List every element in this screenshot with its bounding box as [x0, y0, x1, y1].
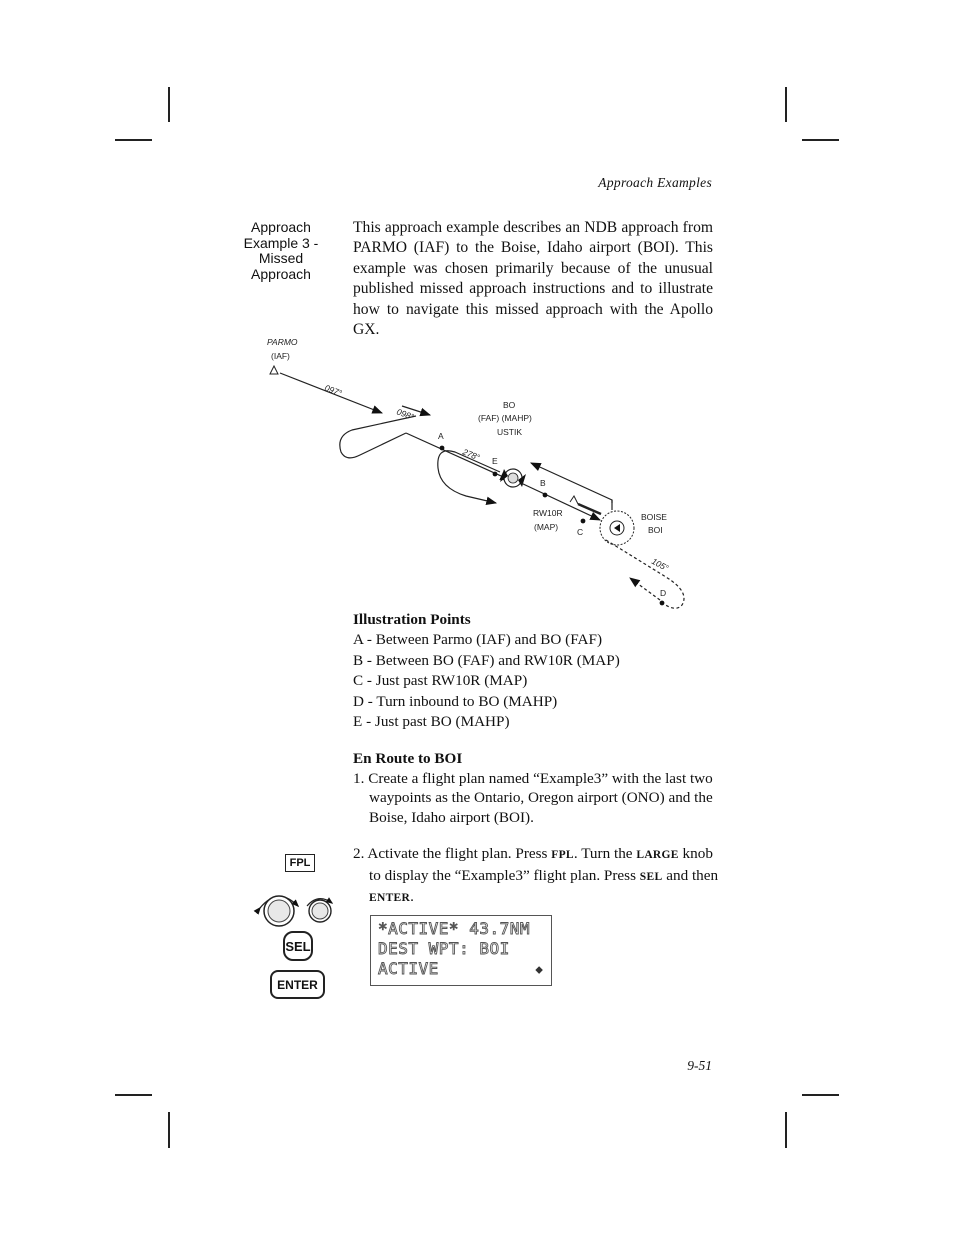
point-e-label: E [492, 456, 498, 466]
step-2: 2. Activate the flight plan. Press FPL. Turn the LARGE knob to display the “Example3” flight plan. Press SEL and then ENTER. [353, 845, 719, 906]
point-a-dot [440, 446, 445, 451]
parmo-label: PARMO [267, 337, 298, 347]
course-105-label: 105° [650, 555, 671, 574]
lcd-line-3: ACTIVE [378, 959, 439, 978]
lcd-display [370, 915, 552, 986]
point-d-dot [660, 601, 665, 606]
step-1: 1. Create a flight plan named “Example3” with the last two waypoints as the Ontario, Oregon airport (ONO) and the Boise, Idaho airport (BOI). [353, 769, 713, 826]
point-a-label: A [438, 431, 444, 441]
parmo-fix-icon [270, 366, 278, 374]
list-item: E - Just past BO (MAHP) [353, 713, 510, 731]
crop-mark [785, 87, 787, 122]
course-278-label: 278° [461, 446, 482, 463]
parmo-role-label: (IAF) [271, 351, 290, 361]
sel-key[interactable]: SEL [283, 931, 313, 961]
crop-mark [168, 87, 170, 122]
list-item: B - Between BO (FAF) and RW10R (MAP) [353, 651, 620, 669]
boise-id-label: BOI [648, 525, 663, 535]
en-route-section [353, 749, 723, 827]
point-c-label: C [577, 527, 584, 537]
crop-mark [802, 139, 839, 141]
runway-label: RW10R [533, 508, 563, 518]
point-b-label: B [540, 478, 546, 488]
crop-mark [785, 1112, 787, 1148]
runway-role-label: (MAP) [534, 522, 559, 532]
bo-role-label: (FAF) (MAHP) [478, 413, 532, 423]
lcd-line-1: *ACTIVE* 43.7NM [378, 919, 530, 938]
point-e-dot [493, 472, 498, 477]
lcd-line-2: DEST WPT: BOI [378, 939, 510, 958]
point-c-dot [581, 519, 586, 524]
missed-approach-path [606, 540, 684, 608]
course-097-label: 097° [323, 382, 344, 399]
runway-marker-icon [570, 496, 578, 504]
illustration-points [353, 610, 723, 732]
lcd-scroll-arrow-icon: ⬥ [535, 964, 543, 976]
point-b-dot [543, 493, 548, 498]
page-number: 9-51 [687, 1058, 712, 1073]
fpl-key[interactable]: FPL [285, 854, 315, 872]
crop-mark [115, 1094, 152, 1096]
runway-icon [578, 504, 601, 514]
ustik-label: USTIK [497, 427, 523, 437]
list-item: C - Just past RW10R (MAP) [353, 672, 528, 690]
knobs-icon[interactable] [252, 888, 338, 930]
missed-approach-return [630, 578, 660, 600]
procedure-turn-path [340, 416, 416, 458]
en-route-heading: En Route to BOI [353, 750, 463, 767]
crop-mark [802, 1094, 839, 1096]
crop-mark [168, 1112, 170, 1148]
point-d-label: D [660, 588, 667, 598]
bo-label: BO [503, 400, 516, 410]
section-side-title: Approach Example 3 - Missed Approach [243, 219, 319, 282]
intro-paragraph: This approach example describes an NDB approach from PARMO (IAF) to the Boise, Idaho airport (BOI). This example was chosen primarily because of the unusual published missed approach instructions and to illustrate how to navigate this missed approach with the Apollo GX. [353, 219, 713, 339]
illustration-points-heading: Illustration Points [353, 611, 471, 628]
running-header: Approach Examples [598, 175, 712, 190]
sel-key-ref: SEL [639, 870, 663, 883]
enter-key-ref: ENTER [369, 892, 411, 905]
list-item: D - Turn inbound to BO (MAHP) [353, 692, 558, 710]
crop-mark [115, 139, 152, 141]
fpl-key-ref: FPL [551, 849, 574, 861]
enter-key[interactable]: ENTER [270, 970, 325, 999]
course-098-label: 098° [395, 406, 416, 422]
large-knob-ref: LARGE [636, 849, 679, 861]
approach-diagram [250, 330, 700, 615]
list-item: A - Between Parmo (IAF) and BO (FAF) [353, 631, 603, 649]
boise-label: BOISE [641, 512, 667, 522]
